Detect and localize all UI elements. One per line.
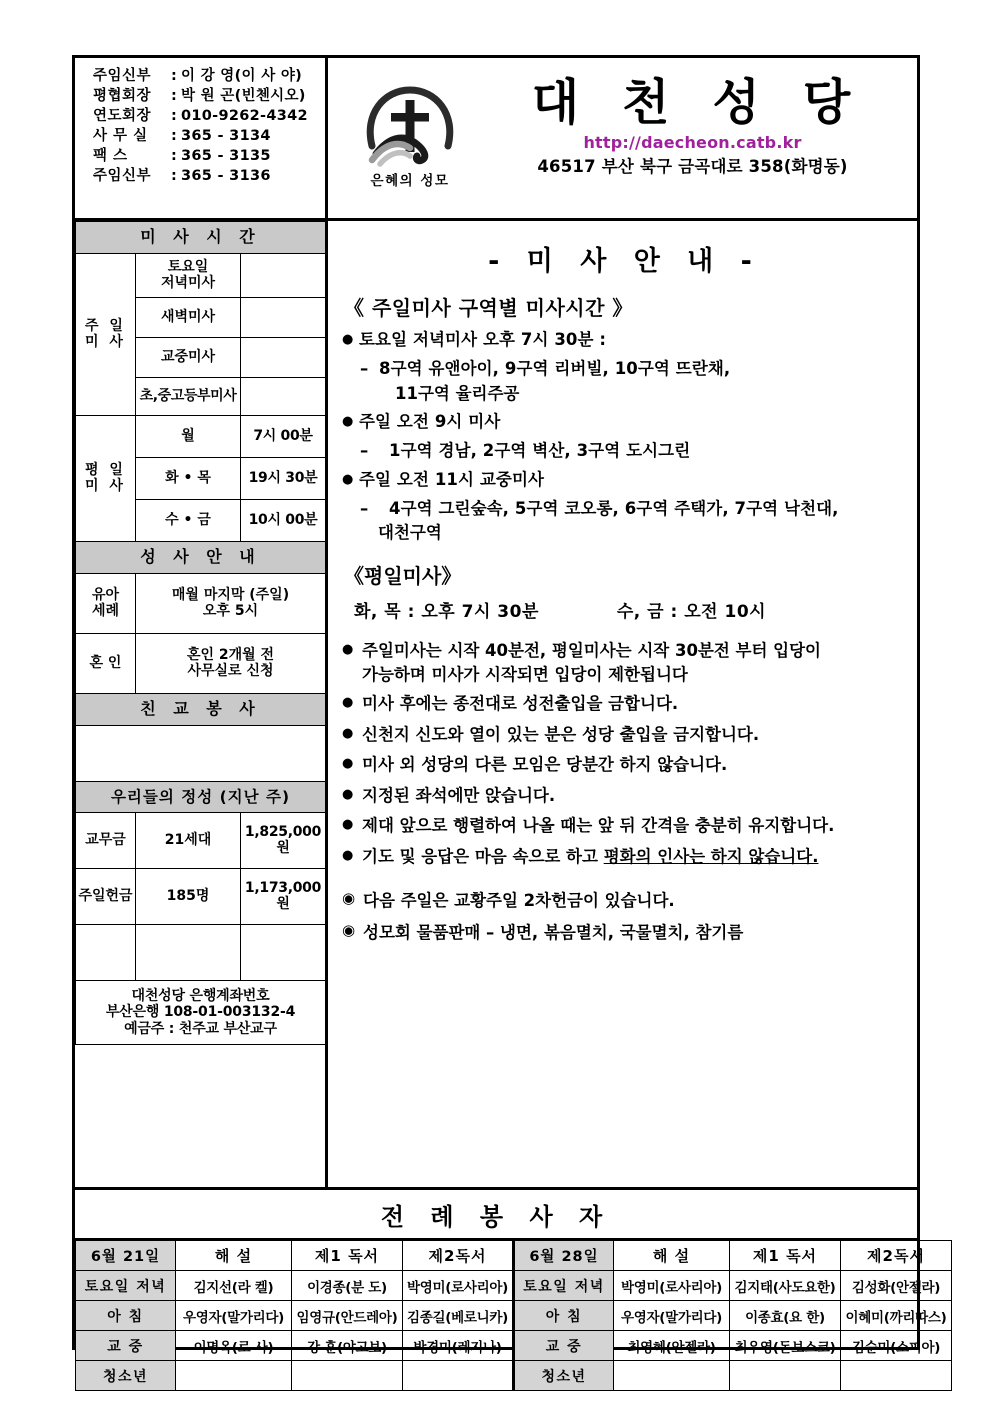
- offering-header: 우리들의 정성 (지난 주): [76, 781, 326, 812]
- contact-colon: :: [171, 148, 177, 164]
- row-label: 청소년: [76, 1361, 176, 1391]
- mass-name: 수 • 금: [136, 499, 241, 541]
- rule-text: 기도 및 응답은 마음 속으로 하고: [362, 846, 604, 866]
- weekday-mass-label: 평 일 미 사: [76, 415, 136, 541]
- mass-subbullet-cont: 대천구역: [378, 523, 442, 543]
- row-label: 아 침: [514, 1301, 614, 1331]
- column-header: 제1 독서: [292, 1241, 403, 1271]
- mass-bullet-text: 토요일 저녁미사 오후 7시 30분 :: [359, 330, 607, 349]
- table-row: [76, 693, 326, 725]
- contact-row: [93, 109, 325, 124]
- server-cell: 최우영(돈보스코): [730, 1331, 841, 1361]
- server-cell: 김지선(라 켈): [176, 1271, 292, 1301]
- mass-name: 월: [136, 415, 241, 457]
- branding-block: [328, 58, 917, 218]
- mass-name: 토요일 저녁미사: [136, 253, 241, 297]
- liturgical-servers-table: [75, 1240, 952, 1391]
- row-label: 토요일 저녁: [76, 1271, 176, 1301]
- offering-name: 주일헌금: [76, 868, 136, 924]
- double-circle-icon: ◉: [342, 889, 356, 908]
- offering-amount: [241, 924, 326, 980]
- contact-block: [75, 58, 328, 218]
- church-website-url[interactable]: http://daecheon.catb.kr: [583, 133, 802, 152]
- mass-time: [241, 297, 326, 337]
- mass-name: 교중미사: [136, 337, 241, 377]
- mass-time: [241, 337, 326, 377]
- table-row: [76, 781, 326, 812]
- server-cell: 김지태(사도요한): [730, 1271, 841, 1301]
- row-label: 교 중: [76, 1331, 176, 1361]
- row-label: 청소년: [514, 1361, 614, 1391]
- main-content: [328, 221, 917, 1187]
- sunday-section-head: 《 주일미사 구역별 미사시간 》: [344, 296, 633, 320]
- contact-row: [93, 69, 325, 84]
- contact-value: 365 - 3135: [181, 148, 271, 164]
- server-cell: [403, 1361, 514, 1391]
- rule-item: [342, 785, 907, 806]
- table-row: [76, 253, 326, 297]
- mass-subbullet: [360, 441, 907, 462]
- row-label: 토요일 저녁: [514, 1271, 614, 1301]
- bullet-icon: ●: [342, 847, 354, 863]
- contact-colon: :: [171, 88, 177, 104]
- rule-text: 지정된 좌석에만 앉습니다.: [362, 785, 556, 805]
- contact-row: [93, 89, 325, 104]
- mass-time: 19시 30분: [241, 457, 326, 499]
- contact-row: [93, 149, 325, 164]
- mass-subbullet-text: 8구역 유앤아이, 9구역 리버빌, 10구역 뜨란채,: [379, 358, 731, 378]
- dash-icon: –: [360, 358, 369, 378]
- bullet-icon: ●: [342, 817, 354, 833]
- server-cell: 강 훈(야고보): [292, 1331, 403, 1361]
- bullet-icon: ●: [342, 695, 354, 711]
- contact-value: 365 - 3134: [181, 128, 271, 144]
- rule-item: [342, 815, 907, 836]
- fellowship-header: 친 교 봉 사: [76, 693, 326, 725]
- rule-cont: 가능하며 미사가 시작되면 입당이 제한됩니다: [362, 664, 688, 684]
- rule-item: [342, 640, 907, 661]
- rule-text: 미사 후에는 종전대로 성전출입을 금합니다.: [362, 694, 679, 714]
- church-logo: [344, 80, 476, 189]
- bank-account-line: 부산은행 108-01-003132-4: [105, 1004, 296, 1021]
- offering-count: 185명: [136, 868, 241, 924]
- contact-label: 주임신부: [93, 168, 152, 184]
- table-header-row: [76, 1241, 952, 1271]
- rule-item: [342, 846, 907, 867]
- page-title: 대 천 성 당: [531, 74, 864, 131]
- notice-text: 성모회 물품판매 – 냉면, 볶음멸치, 국물멸치, 참기름: [363, 922, 744, 942]
- notice-item: [342, 922, 907, 943]
- mass-subbullet: [360, 359, 907, 380]
- rule-text: 미사 외 성당의 다른 모임은 당분간 하지 않습니다.: [362, 755, 728, 775]
- church-title-block: [476, 58, 917, 177]
- bank-account-line: 대천성당 은행계좌번호: [131, 987, 270, 1004]
- sunday-mass-label: 주 일 미 사: [76, 253, 136, 415]
- table-row: [76, 725, 326, 781]
- table-row: [76, 1331, 952, 1361]
- dash-icon: –: [360, 498, 369, 518]
- sacrament-value: 매월 마지막 (주일) 오후 5시: [136, 573, 326, 633]
- mass-bullet: [342, 330, 907, 351]
- table-row: [76, 924, 326, 980]
- rule-item: [342, 724, 907, 745]
- sacrament-value: 혼인 2개월 전 사무실로 신청: [136, 633, 326, 693]
- mass-name: 화 • 목: [136, 457, 241, 499]
- bank-account-block: [76, 980, 326, 1045]
- server-cell: 박영미(로사리아): [403, 1271, 514, 1301]
- liturgical-servers-title: 전 례 봉 사 자: [75, 1190, 917, 1240]
- table-row: [76, 222, 326, 254]
- table-row: [76, 812, 326, 868]
- column-header: 해 설: [614, 1241, 730, 1271]
- contact-label: 연도회장: [93, 108, 152, 124]
- row-label: 아 침: [76, 1301, 176, 1331]
- table-row: [76, 980, 326, 1045]
- server-cell: 최영혜(안젤라): [614, 1331, 730, 1361]
- rule-text: 주일미사는 시작 40분전, 평일미사는 시작 30분전 부터 입당이: [362, 641, 821, 661]
- server-cell: 이경종(분 도): [292, 1271, 403, 1301]
- rules-list: [342, 640, 907, 867]
- contact-label: 평협회장: [93, 88, 152, 104]
- contact-row: [93, 169, 325, 184]
- offering-count: 21세대: [136, 812, 241, 868]
- server-cell: [730, 1361, 841, 1391]
- rule-text-group: [362, 846, 907, 867]
- mass-bullet-text: 주일 오전 9시 미사: [359, 412, 501, 432]
- table-row: [76, 868, 326, 924]
- column-header: 제1 독서: [730, 1241, 841, 1271]
- table-row: [76, 1271, 952, 1301]
- bullet-icon: ●: [342, 756, 354, 772]
- notice-item: [342, 890, 907, 911]
- table-row: [76, 541, 326, 573]
- server-cell: 박경미(레지나): [403, 1331, 514, 1361]
- contact-value: 365 - 3136: [181, 168, 271, 184]
- server-cell: [292, 1361, 403, 1391]
- bullet-icon: ●: [342, 786, 354, 802]
- bullet-icon: ●: [342, 642, 354, 658]
- weekday-time-b: 수, 금 : 오전 10시: [616, 602, 767, 623]
- contact-value: 010-9262-4342: [181, 108, 308, 124]
- mass-subbullet-text: 4구역 그린숲속, 5구역 코오롱, 6구역 주택가, 7구역 낙천대,: [389, 498, 839, 518]
- server-cell: 우영자(말가리다): [176, 1301, 292, 1331]
- spacer: [342, 876, 907, 890]
- bulletin-header: [75, 58, 917, 221]
- column-header: 제2독서: [403, 1241, 514, 1271]
- contact-label: 팩 스: [93, 148, 128, 164]
- date-header-left: 6월 21일: [76, 1241, 176, 1271]
- server-cell: [841, 1361, 952, 1391]
- server-cell: 김순미(소피아): [841, 1331, 952, 1361]
- offering-name: 교무금: [76, 812, 136, 868]
- weekday-time-a: 화, 목 : 오후 7시 30분: [354, 602, 539, 623]
- contact-colon: :: [171, 128, 177, 144]
- sacrament-name: 유아 세례: [76, 573, 136, 633]
- contact-value: 박 원 곤(빈첸시오): [181, 88, 306, 104]
- double-circle-icon: ◉: [342, 920, 356, 939]
- cross-wave-logo-icon: [358, 80, 462, 168]
- table-row: [76, 573, 326, 633]
- fellowship-value: [76, 725, 326, 781]
- mass-time: 10시 00분: [241, 499, 326, 541]
- weekday-section-head: 《평일미사》: [344, 564, 462, 589]
- mass-subbullet: [360, 499, 907, 520]
- contact-colon: :: [171, 168, 177, 184]
- rule-item: [342, 754, 907, 775]
- server-cell: 김성화(안젤라): [841, 1271, 952, 1301]
- bulletin-page: [72, 55, 947, 1385]
- offering-amount: 1,825,000원: [241, 812, 326, 868]
- liturgical-servers-section: [75, 1187, 947, 1391]
- mass-time-header: 미 사 시 간: [76, 222, 326, 254]
- server-cell: 우영자(말가리다): [614, 1301, 730, 1331]
- bank-account-line: 예금주 : 천주교 부산교구: [124, 1020, 277, 1037]
- offering-amount: 1,173,000원: [241, 868, 326, 924]
- table-row: [76, 1301, 952, 1331]
- mass-name: 새벽미사: [136, 297, 241, 337]
- server-cell: 임영규(안드레아): [292, 1301, 403, 1331]
- offering-count: [136, 924, 241, 980]
- server-cell: 김종길(베로니카): [403, 1301, 514, 1331]
- contact-label: 사 무 실: [93, 128, 148, 144]
- server-cell: 박영미(로사리아): [614, 1271, 730, 1301]
- rule-item: [342, 693, 907, 714]
- church-address: 46517 부산 북구 금곡대로 358(화명동): [537, 157, 848, 176]
- date-header-right: 6월 28일: [514, 1241, 614, 1271]
- rule-text-underlined: 평화의 인사는 하지 않습니다.: [603, 846, 819, 866]
- contact-row: [93, 129, 325, 144]
- rule-text: 신천지 신도와 열이 있는 분은 성당 출입을 금지합니다.: [362, 724, 760, 744]
- sidebar-table: [75, 221, 326, 1045]
- server-cell: [176, 1361, 292, 1391]
- server-cell: 이혜미(까리따스): [841, 1301, 952, 1331]
- bullet-icon: ●: [342, 725, 354, 741]
- bullet-icon: ●: [342, 471, 354, 487]
- mass-bullet: [342, 412, 907, 433]
- bullet-icon: ●: [342, 414, 354, 430]
- logo-caption: 은혜의 성모: [370, 173, 450, 189]
- mass-subbullet-text: 1구역 경남, 2구역 벽산, 3구역 도시그린: [389, 441, 691, 461]
- table-row: [76, 633, 326, 693]
- rule-text: 제대 앞으로 행렬하여 나올 때는 앞 뒤 간격을 충분히 유지합니다.: [362, 816, 835, 836]
- contact-colon: :: [171, 68, 177, 84]
- table-row: [76, 415, 326, 457]
- sacrament-header: 성 사 안 내: [76, 541, 326, 573]
- sacrament-name: 혼 인: [76, 633, 136, 693]
- sidebar: [75, 221, 328, 1187]
- server-cell: 이명옥(로 사): [176, 1331, 292, 1361]
- column-header: 제2독서: [841, 1241, 952, 1271]
- weekday-times: [354, 597, 907, 622]
- mass-bullet-text: 주일 오전 11시 교중미사: [359, 469, 545, 489]
- mass-time: [241, 253, 326, 297]
- contact-colon: :: [171, 108, 177, 124]
- mass-name: 초,중고등부미사: [136, 377, 241, 415]
- row-label: 교 중: [514, 1331, 614, 1361]
- notice-text: 다음 주일은 교황주일 2차헌금이 있습니다.: [363, 891, 675, 911]
- bulletin-body: [75, 221, 917, 1187]
- mass-subbullet-cont: 11구역 율리주공: [395, 383, 520, 403]
- contact-label: 주임신부: [93, 68, 152, 84]
- mass-time: 7시 00분: [241, 415, 326, 457]
- mass-time: [241, 377, 326, 415]
- mass-bullet: [342, 470, 907, 491]
- mass-guide-title: - 미 사 안 내 -: [488, 246, 761, 277]
- server-cell: 이종효(요 한): [730, 1301, 841, 1331]
- bullet-icon: ●: [342, 332, 354, 347]
- offering-name: [76, 924, 136, 980]
- dash-icon: –: [360, 441, 369, 461]
- table-row: [76, 1361, 952, 1391]
- column-header: 해 설: [176, 1241, 292, 1271]
- server-cell: [614, 1361, 730, 1391]
- contact-value: 이 강 영(이 사 야): [181, 68, 303, 84]
